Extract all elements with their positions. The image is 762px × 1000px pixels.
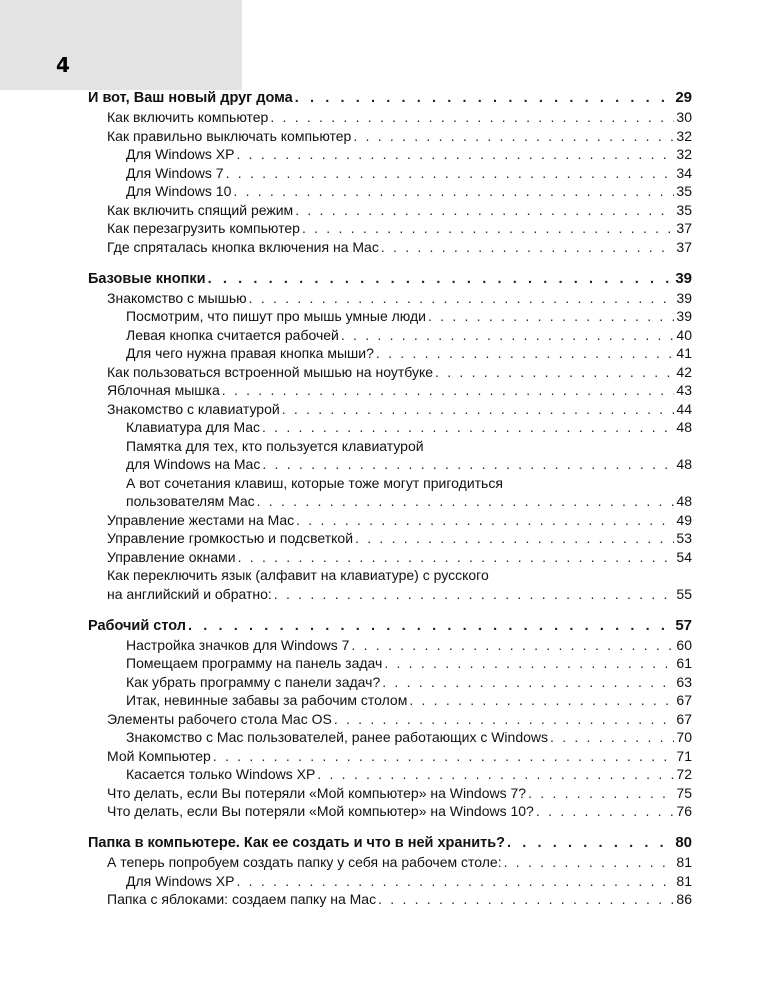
toc-entry-page: 40 xyxy=(676,326,692,343)
toc-entry xyxy=(88,710,692,729)
toc-entry xyxy=(88,219,692,238)
toc-entry xyxy=(88,853,692,872)
dot-leader xyxy=(504,853,675,872)
dot-leader xyxy=(295,88,674,108)
toc-chapter-heading xyxy=(88,88,692,108)
toc-entry-page: 71 xyxy=(676,747,692,764)
toc-entry-title: Папка в компьютере. Как ее создать и что в ней хранить? xyxy=(88,835,506,851)
toc-entry-page: 75 xyxy=(676,784,692,801)
toc-entry-page: 81 xyxy=(676,854,692,870)
toc-entry-page: 43 xyxy=(676,382,692,398)
toc-entry-page: 34 xyxy=(676,164,692,181)
toc-entry-title: Управление жестами на Mac xyxy=(107,511,295,528)
toc-entry-title: Как убрать программу с панели задач? xyxy=(126,673,381,690)
dot-leader xyxy=(296,511,674,530)
dot-leader xyxy=(262,418,674,437)
toc-chapter xyxy=(88,269,692,604)
toc-entry-title: Для Windows 10 xyxy=(126,183,232,199)
toc-entry-page: 35 xyxy=(676,201,692,218)
toc-entry xyxy=(88,492,692,511)
toc-chapter-heading xyxy=(88,616,692,636)
toc-entry-page: 39 xyxy=(676,308,692,324)
toc-entry xyxy=(88,108,692,127)
toc-entry-title: Где спряталась кнопка включения на Mac xyxy=(107,238,379,255)
toc-entry-page: 48 xyxy=(676,493,692,509)
toc-entry-page: 32 xyxy=(676,146,692,162)
dot-leader xyxy=(435,363,674,382)
toc-entry-title: Управление громкостью и подсветкой xyxy=(107,530,354,546)
toc-entry xyxy=(88,201,692,220)
dot-leader xyxy=(353,127,674,146)
dot-leader xyxy=(355,529,674,548)
toc-entry-page: 61 xyxy=(676,655,692,671)
toc-entry xyxy=(88,344,692,363)
toc-chapter-heading xyxy=(88,833,692,853)
dot-leader xyxy=(507,833,673,853)
toc-entry-title: Мой Компьютер xyxy=(107,747,211,764)
toc-entry-title-line: А вот сочетания клавиш, которые тоже могут пригодиться xyxy=(126,474,503,491)
toc-entry xyxy=(88,636,692,655)
toc-entry xyxy=(88,872,692,891)
dot-leader xyxy=(341,326,675,345)
toc-entry xyxy=(88,145,692,164)
toc-entry xyxy=(88,585,692,604)
toc-entry xyxy=(88,164,692,183)
toc-entry xyxy=(88,691,692,710)
toc-entry-title: Помещаем программу на панель задач xyxy=(126,655,383,671)
toc-chapter xyxy=(88,88,692,256)
page-number: 4 xyxy=(56,53,70,77)
toc-entry xyxy=(88,654,692,673)
dot-leader xyxy=(274,585,675,604)
toc-entry-title: Для Windows XP xyxy=(126,872,235,889)
toc-entry xyxy=(88,289,692,308)
toc-entry-title: Посмотрим, что пишут про мышь умные люди xyxy=(126,308,426,324)
toc-entry-page: 60 xyxy=(676,636,692,653)
toc-entry-title: И вот, Ваш новый друг дома xyxy=(88,90,293,106)
toc-entry-title-line: Памятка для тех, кто пользуется клавиатурой xyxy=(126,437,424,454)
toc-entry-title: Как пользоваться встроенной мышью на ноутбуке xyxy=(107,363,434,380)
toc-entry-page: 49 xyxy=(676,511,692,528)
dot-leader xyxy=(282,400,675,419)
toc-entry-page: 67 xyxy=(676,710,692,727)
toc-entry-title: Как включить спящий режим xyxy=(107,201,294,218)
dot-leader xyxy=(334,710,675,729)
dot-leader xyxy=(222,381,675,400)
dot-leader xyxy=(233,182,674,201)
dot-leader xyxy=(550,728,674,747)
dot-leader xyxy=(257,492,675,511)
toc-entry-page: 32 xyxy=(676,127,692,144)
toc-entry-title: Настройка значков для Windows 7 xyxy=(126,636,350,653)
dot-leader xyxy=(317,765,674,784)
toc-entry-title: Управление окнами xyxy=(107,548,236,565)
toc-entry xyxy=(88,728,692,747)
toc-entry xyxy=(88,400,692,419)
dot-leader xyxy=(536,802,675,821)
toc-entry xyxy=(88,127,692,146)
toc-entry-title: Как правильно выключать компьютер xyxy=(107,127,352,144)
toc-entry xyxy=(88,765,692,784)
toc-entry-title: Как включить компьютер xyxy=(107,109,269,125)
dot-leader xyxy=(236,145,674,164)
dot-leader xyxy=(295,201,674,220)
toc-entry-title: для Windows на Mac xyxy=(126,456,261,472)
toc-entry-title: Как перезагрузить компьютер xyxy=(107,220,300,236)
toc-entry-title: Левая кнопка считается рабочей xyxy=(126,326,339,343)
toc-entry-title: пользователям Mac xyxy=(126,493,255,509)
toc-entry-title: Знакомство с клавиатурой xyxy=(107,400,280,417)
toc-entry-page: 86 xyxy=(676,891,692,907)
dot-leader xyxy=(384,654,674,673)
toc-entry-page: 29 xyxy=(675,89,692,106)
dot-leader xyxy=(249,289,675,308)
table-of-contents xyxy=(88,88,692,921)
toc-entry-page: 57 xyxy=(675,616,692,634)
dot-leader xyxy=(382,673,674,692)
toc-entry xyxy=(88,673,692,692)
toc-entry-title: Для Windows 7 xyxy=(126,164,224,181)
toc-entry xyxy=(88,529,692,548)
toc-entry-page: 48 xyxy=(676,456,692,472)
toc-entry-title: Итак, невинные забавы за рабочим столом xyxy=(126,692,408,708)
dot-leader xyxy=(528,784,674,803)
toc-entry-page: 76 xyxy=(676,803,692,819)
dot-leader xyxy=(351,636,674,655)
dot-leader xyxy=(376,344,675,363)
toc-entry-page: 70 xyxy=(676,729,692,745)
dot-leader xyxy=(381,238,675,257)
toc-entry xyxy=(88,747,692,766)
toc-entry xyxy=(88,307,692,326)
toc-entry-title: Касается только Windows XP xyxy=(126,766,316,782)
toc-entry-title: Что делать, если Вы потеряли «Мой компьютер» на Windows 10? xyxy=(107,803,534,819)
dot-leader xyxy=(302,219,674,238)
dot-leader xyxy=(226,164,675,183)
toc-entry xyxy=(88,418,692,437)
toc-entry-page: 67 xyxy=(676,692,692,708)
toc-entry-page: 80 xyxy=(675,834,692,851)
dot-leader xyxy=(188,616,673,636)
dot-leader xyxy=(428,307,674,326)
toc-entry-page: 37 xyxy=(676,220,692,236)
toc-entry-title: Базовые кнопки xyxy=(88,270,206,287)
dot-leader xyxy=(238,548,675,567)
toc-entry-title: Знакомство с Mac пользователей, ранее работающих с Windows xyxy=(126,729,549,745)
toc-entry xyxy=(88,511,692,530)
toc-entry-title: А теперь попробуем создать папку у себя на рабочем столе: xyxy=(107,854,502,870)
toc-entry-title: Для Windows XP xyxy=(126,146,235,162)
toc-entry-page: 35 xyxy=(676,183,692,199)
toc-entry xyxy=(88,363,692,382)
toc-entry-page: 41 xyxy=(676,345,692,361)
toc-entry-page: 37 xyxy=(676,238,692,255)
toc-entry xyxy=(88,381,692,400)
dot-leader xyxy=(378,890,674,909)
toc-entry-page: 42 xyxy=(676,363,692,380)
toc-entry-title: Для чего нужна правая кнопка мыши? xyxy=(126,345,374,361)
dot-leader xyxy=(236,872,674,891)
dot-leader xyxy=(262,455,674,474)
toc-entry-page: 63 xyxy=(676,673,692,690)
toc-entry-title: Что делать, если Вы потеряли «Мой компьютер» на Windows 7? xyxy=(107,784,527,801)
toc-entry-page: 72 xyxy=(676,766,692,782)
toc-entry-title: Клавиатура для Mac xyxy=(126,419,260,435)
toc-entry-title-line: Как переключить язык (алфавит на клавиатуре) с русского xyxy=(107,567,489,583)
toc-entry-page: 39 xyxy=(676,289,692,306)
toc-entry-title: на английский и обратно: xyxy=(107,585,272,602)
toc-chapter xyxy=(88,833,692,909)
dot-leader xyxy=(270,108,674,127)
toc-entry xyxy=(88,238,692,257)
toc-entry xyxy=(88,890,692,909)
toc-entry-page: 44 xyxy=(676,400,692,417)
toc-entry-page: 48 xyxy=(676,419,692,435)
dot-leader xyxy=(409,691,674,710)
toc-entry-title: Яблочная мышка xyxy=(107,382,220,398)
toc-entry-page: 81 xyxy=(676,872,692,889)
toc-chapter-heading xyxy=(88,269,692,289)
dot-leader xyxy=(208,269,674,289)
toc-entry-title: Рабочий стол xyxy=(88,617,186,634)
toc-entry-title: Папка с яблоками: создаем папку на Mac xyxy=(107,891,377,907)
dot-leader xyxy=(213,747,675,766)
toc-entry-page: 55 xyxy=(676,585,692,602)
toc-entry-page: 53 xyxy=(676,530,692,546)
toc-entry xyxy=(88,182,692,201)
toc-entry xyxy=(88,784,692,803)
toc-entry-page: 30 xyxy=(676,109,692,125)
toc-entry xyxy=(88,326,692,345)
toc-chapter xyxy=(88,616,692,821)
page-number-tab xyxy=(0,0,242,90)
toc-entry-page: 39 xyxy=(675,269,692,287)
toc-entry-title: Знакомство с мышью xyxy=(107,289,247,306)
toc-entry-page: 54 xyxy=(676,548,692,565)
toc-entry xyxy=(88,548,692,567)
toc-entry xyxy=(88,455,692,474)
toc-entry xyxy=(88,802,692,821)
toc-entry-title: Элементы рабочего стола Mac OS xyxy=(107,710,332,727)
